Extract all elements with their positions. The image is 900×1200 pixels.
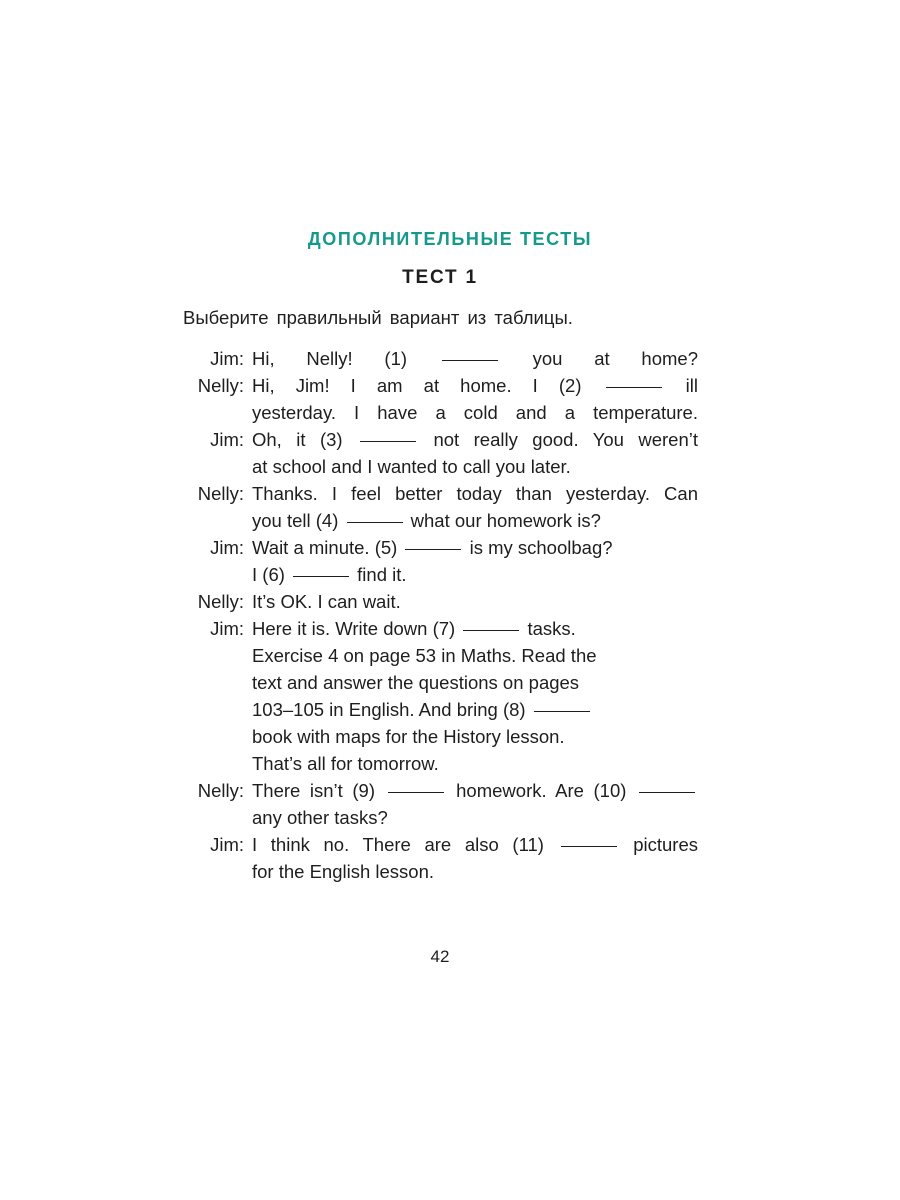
instruction: Выберите правильный вариант из таблицы. xyxy=(183,307,573,328)
speaker-label: Jim: xyxy=(210,429,244,450)
text-segment: what our homework is? xyxy=(410,510,601,531)
answer-blank xyxy=(606,387,662,388)
section-title: ДОПОЛНИТЕЛЬНЫЕ ТЕСТЫ xyxy=(307,229,593,249)
text-segment: book with maps for the History lesson. xyxy=(252,726,565,747)
dialogue xyxy=(0,345,900,885)
page-number: 42 xyxy=(430,947,450,966)
dialogue-line xyxy=(0,696,900,723)
answer-blank xyxy=(405,549,461,550)
text-segment: you at home? xyxy=(532,348,698,369)
dialogue-text xyxy=(252,777,698,804)
dialogue-text xyxy=(252,372,698,399)
dialogue-line xyxy=(0,480,900,507)
dialogue-text xyxy=(252,804,698,831)
dialogue-text xyxy=(252,534,698,561)
answer-blank xyxy=(534,711,590,712)
dialogue-line xyxy=(0,858,900,885)
dialogue-text xyxy=(252,561,698,588)
text-segment: There isn’t (9) xyxy=(252,780,375,801)
dialogue-text xyxy=(252,615,698,642)
dialogue-text xyxy=(252,480,698,507)
dialogue-line xyxy=(0,561,900,588)
speaker-label: Jim: xyxy=(210,618,244,639)
answer-blank xyxy=(561,846,617,847)
dialogue-text xyxy=(252,642,698,669)
text-segment: find it. xyxy=(357,564,407,585)
text-segment: Here it is. Write down (7) xyxy=(252,618,456,639)
dialogue-text xyxy=(252,696,698,723)
answer-blank xyxy=(442,360,498,361)
text-segment: Oh, it (3) xyxy=(252,429,343,450)
dialogue-text xyxy=(252,669,698,696)
speaker-label: Nelly: xyxy=(197,375,244,396)
test-title: ТЕСТ 1 xyxy=(402,267,478,288)
speaker-label: Nelly: xyxy=(197,780,244,801)
dialogue-line xyxy=(0,426,900,453)
answer-blank xyxy=(639,792,695,793)
dialogue-text xyxy=(252,345,698,372)
dialogue-text xyxy=(252,426,698,453)
text-segment: you tell (4) xyxy=(252,510,339,531)
dialogue-line xyxy=(0,777,900,804)
text-segment: at school and I wanted to call you later. xyxy=(252,456,571,477)
text-segment: Wait a minute. (5) xyxy=(252,537,398,558)
text-segment: yesterday. I have a cold and a temperature. xyxy=(252,402,698,423)
text-segment: It’s OK. I can wait. xyxy=(252,591,401,612)
text-segment: That’s all for tomorrow. xyxy=(252,753,439,774)
dialogue-line xyxy=(0,642,900,669)
text-segment: any other tasks? xyxy=(252,807,388,828)
dialogue-text xyxy=(252,507,698,534)
dialogue-line xyxy=(0,831,900,858)
text-segment: not really good. You weren’t xyxy=(433,429,699,450)
dialogue-text xyxy=(252,453,698,480)
text-segment: Hi, Nelly! (1) xyxy=(252,348,408,369)
text-segment: text and answer the questions on pages xyxy=(252,672,580,693)
speaker-label: Jim: xyxy=(210,537,244,558)
speaker-label: Nelly: xyxy=(197,483,244,504)
text-segment: I (6) xyxy=(252,564,285,585)
dialogue-line xyxy=(0,345,900,372)
dialogue-text xyxy=(252,723,698,750)
text-segment: homework. Are (10) xyxy=(456,780,627,801)
dialogue-line xyxy=(0,372,900,399)
answer-blank xyxy=(388,792,444,793)
dialogue-line xyxy=(0,507,900,534)
dialogue-text xyxy=(252,588,698,615)
text-segment: ill xyxy=(685,375,698,396)
text-segment: I think no. There are also (11) xyxy=(252,834,544,855)
answer-blank xyxy=(293,576,349,577)
dialogue-line xyxy=(0,534,900,561)
text-segment: Hi, Jim! I am at home. I (2) xyxy=(252,375,582,396)
dialogue-text xyxy=(252,831,698,858)
text-segment: pictures xyxy=(633,834,698,855)
dialogue-line xyxy=(0,453,900,480)
dialogue-line xyxy=(0,399,900,426)
dialogue-text xyxy=(252,399,698,426)
text-segment: for the English lesson. xyxy=(252,861,435,882)
answer-blank xyxy=(360,441,416,442)
answer-blank xyxy=(463,630,519,631)
dialogue-text xyxy=(252,858,698,885)
text-segment: 103–105 in English. And bring (8) xyxy=(252,699,526,720)
dialogue-line xyxy=(0,669,900,696)
dialogue-line xyxy=(0,723,900,750)
text-segment: Thanks. I feel better today than yesterday. Can xyxy=(252,483,698,504)
text-segment: tasks. xyxy=(527,618,576,639)
text-segment: Exercise 4 on page 53 in Maths. Read the xyxy=(252,645,597,666)
speaker-label: Nelly: xyxy=(197,591,244,612)
speaker-label: Jim: xyxy=(210,834,244,855)
dialogue-line xyxy=(0,588,900,615)
answer-blank xyxy=(347,522,403,523)
text-segment: is my schoolbag? xyxy=(469,537,613,558)
dialogue-line xyxy=(0,615,900,642)
dialogue-line xyxy=(0,804,900,831)
dialogue-line xyxy=(0,750,900,777)
dialogue-text xyxy=(252,750,698,777)
speaker-label: Jim: xyxy=(210,348,244,369)
